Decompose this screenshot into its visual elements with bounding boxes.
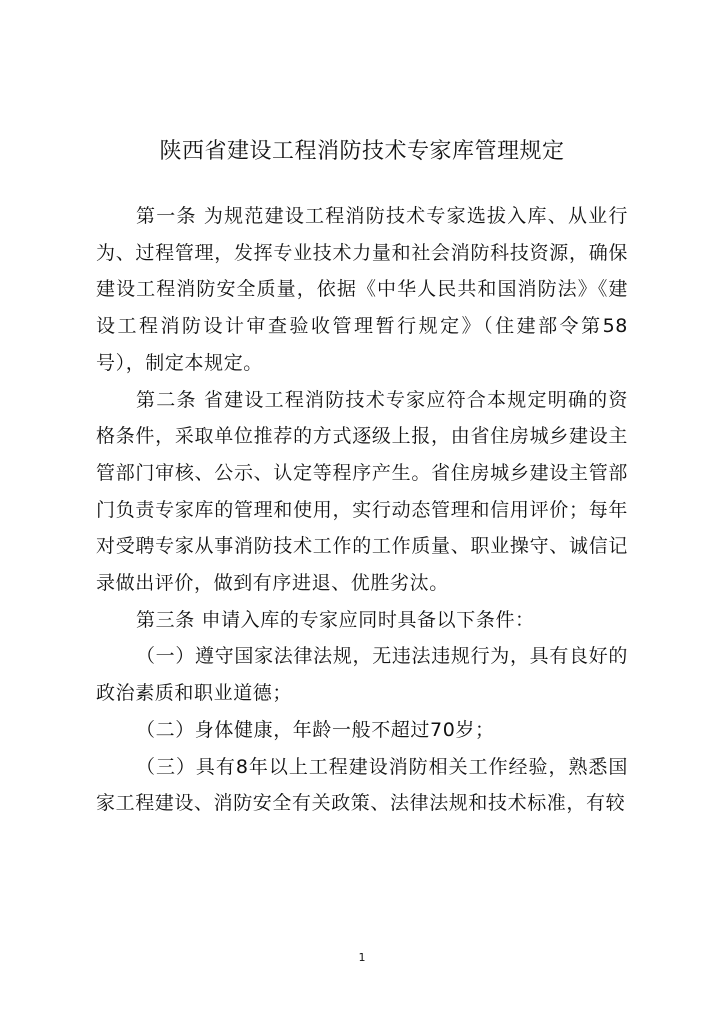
document-title: 陕西省建设工程消防技术专家库管理规定: [159, 139, 565, 164]
condition-2-paragraph: （二）身体健康，年龄一般不超过70岁；: [136, 718, 495, 741]
article-1-paragraph: 第一条 为规范建设工程消防技术专家选拔入库、从业行为、过程管理，发挥专业技术力量和社会消防科技资源，确保建设工程消防安全质量，依据《中华人民共和国消防法》《建设工程消防设计审查验收管理暂行规定》（住建部令第58号），制定本规定。: [96, 205, 628, 374]
article-2-paragraph: 第二条 省建设工程消防技术专家应符合本规定明确的资格条件，采取单位推荐的方式逐级上报，由省住房城乡建设主管部门审核、公示、认定等程序产生。省住房城乡建设主管部门负责专家库的管理和使用，实行动态管理和信用评价；每年对受聘专家从事消防技术工作的工作质量、职业操守、诚信记录做出评价，做到有序进退、优胜劣汰。: [96, 388, 628, 595]
condition-1-paragraph: （一）遵守国家法律法规，无违法违规行为，具有良好的政治素质和职业道德；: [96, 645, 628, 705]
condition-3-paragraph: （三）具有8年以上工程建设消防相关工作经验，熟悉国家工程建设、消防安全有关政策、法律法规和技术标准，有较: [96, 755, 628, 815]
document-body: [96, 198, 628, 822]
page-number: 1: [358, 951, 366, 964]
article-3-paragraph: 第三条 申请入库的专家应同时具备以下条件：: [136, 608, 535, 631]
